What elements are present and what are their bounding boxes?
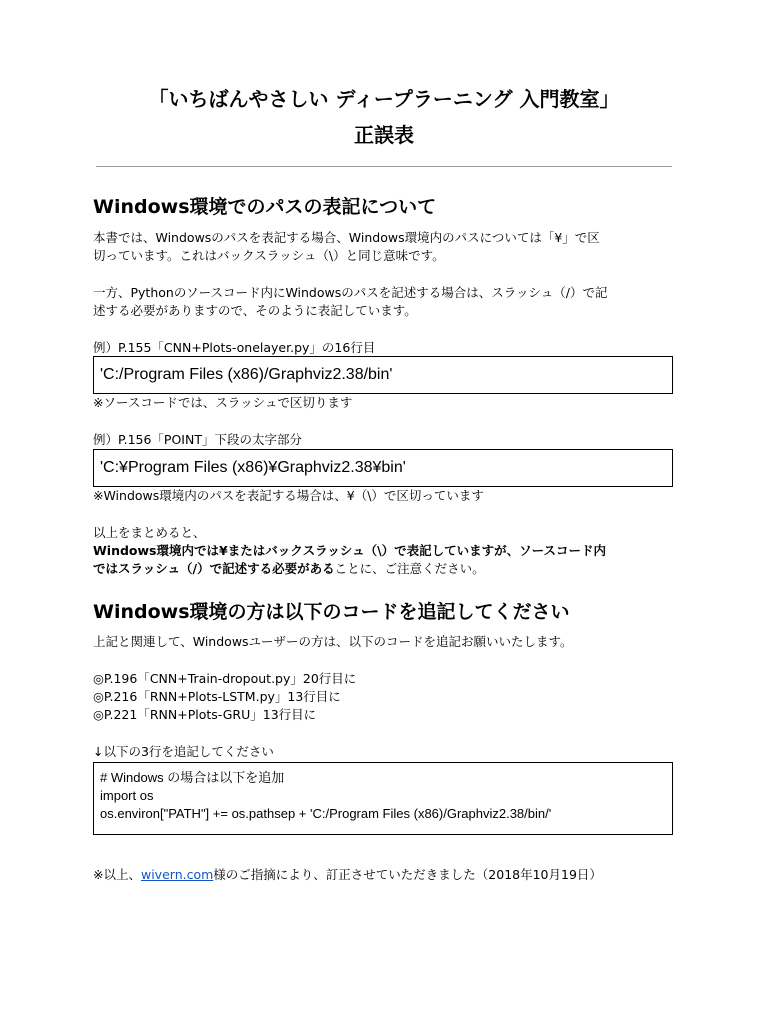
section1-para1-line2: 切っています。これはバックスラッシュ（\）と同じ意味です。 — [93, 248, 445, 263]
section1-heading: Windows環境でのパスの表記について — [93, 196, 437, 218]
code-snippet-box — [93, 762, 673, 835]
summary-line2 — [93, 560, 485, 578]
example2-note: ※Windows環境内のパスを表記する場合は、¥（\）で区切っています — [93, 488, 484, 503]
section1-para1-line1: 本書では、Windowsのパスを表記する場合、Windows環境内のパスについては「¥」で区 — [93, 230, 600, 245]
title-divider — [96, 166, 672, 167]
example2-label: 例）P.156「POINT」下段の太字部分 — [93, 432, 302, 447]
list-item: ◎P.216「RNN+Plots-LSTM.py」13行目に — [93, 689, 341, 704]
summary-bold-line1: Windows環境内では¥またはバックスラッシュ（\）で表記していますが、ソースコード内 — [93, 543, 607, 558]
example1-code: 'C:/Program Files (x86)/Graphviz2.38/bin' — [100, 366, 393, 383]
example1-label: 例）P.155「CNN+Plots-onelayer.py」の16行目 — [93, 340, 376, 355]
footer-prefix: ※以上、 — [93, 867, 141, 882]
wivern-link[interactable]: wivern.com — [140, 867, 214, 882]
section2-intro: 上記と関連して、Windowsユーザーの方は、以下のコードを追記お願いいたします。 — [93, 634, 573, 649]
code-line: os.environ["PATH"] += os.pathsep + 'C:/Program Files (x86)/Graphviz2.38/bin/' — [100, 806, 552, 821]
document-title: 「いちばんやさしい ディープラーニング 入門教室」 — [148, 87, 620, 111]
summary-tail: ことに、ご注意ください。 — [334, 561, 485, 576]
example1-note: ※ソースコードでは、スラッシュで区切ります — [93, 395, 353, 410]
section1-para2-line2: 述する必要がありますので、そのように表記しています。 — [93, 303, 417, 318]
document-subtitle: 正誤表 — [354, 123, 414, 147]
footer-note — [93, 866, 602, 884]
code-label: ↓以下の3行を追記してください — [93, 744, 274, 759]
example1-code-box — [93, 356, 673, 394]
list-item: ◎P.221「RNN+Plots-GRU」13行目に — [93, 707, 317, 722]
example2-code: 'C:¥Program Files (x86)¥Graphviz2.38¥bin' — [100, 459, 406, 476]
code-line: import os — [100, 788, 154, 803]
summary-intro: 以上をまとめると、 — [93, 525, 206, 540]
section2-heading: Windows環境の方は以下のコードを追記してください — [93, 601, 570, 623]
example2-code-box — [93, 449, 673, 487]
section1-para2-line1: 一方、Pythonのソースコード内にWindowsのパスを記述する場合は、スラッシュ（/）で記 — [93, 285, 608, 300]
list-item: ◎P.196「CNN+Train-dropout.py」20行目に — [93, 671, 357, 686]
footer-suffix: 様のご指摘により、訂正させていただきました（2018年10月19日） — [213, 867, 602, 882]
code-line: # Windows の場合は以下を追加 — [100, 770, 285, 785]
summary-bold-line2: ではスラッシュ（/）で記述する必要がある — [93, 561, 335, 576]
